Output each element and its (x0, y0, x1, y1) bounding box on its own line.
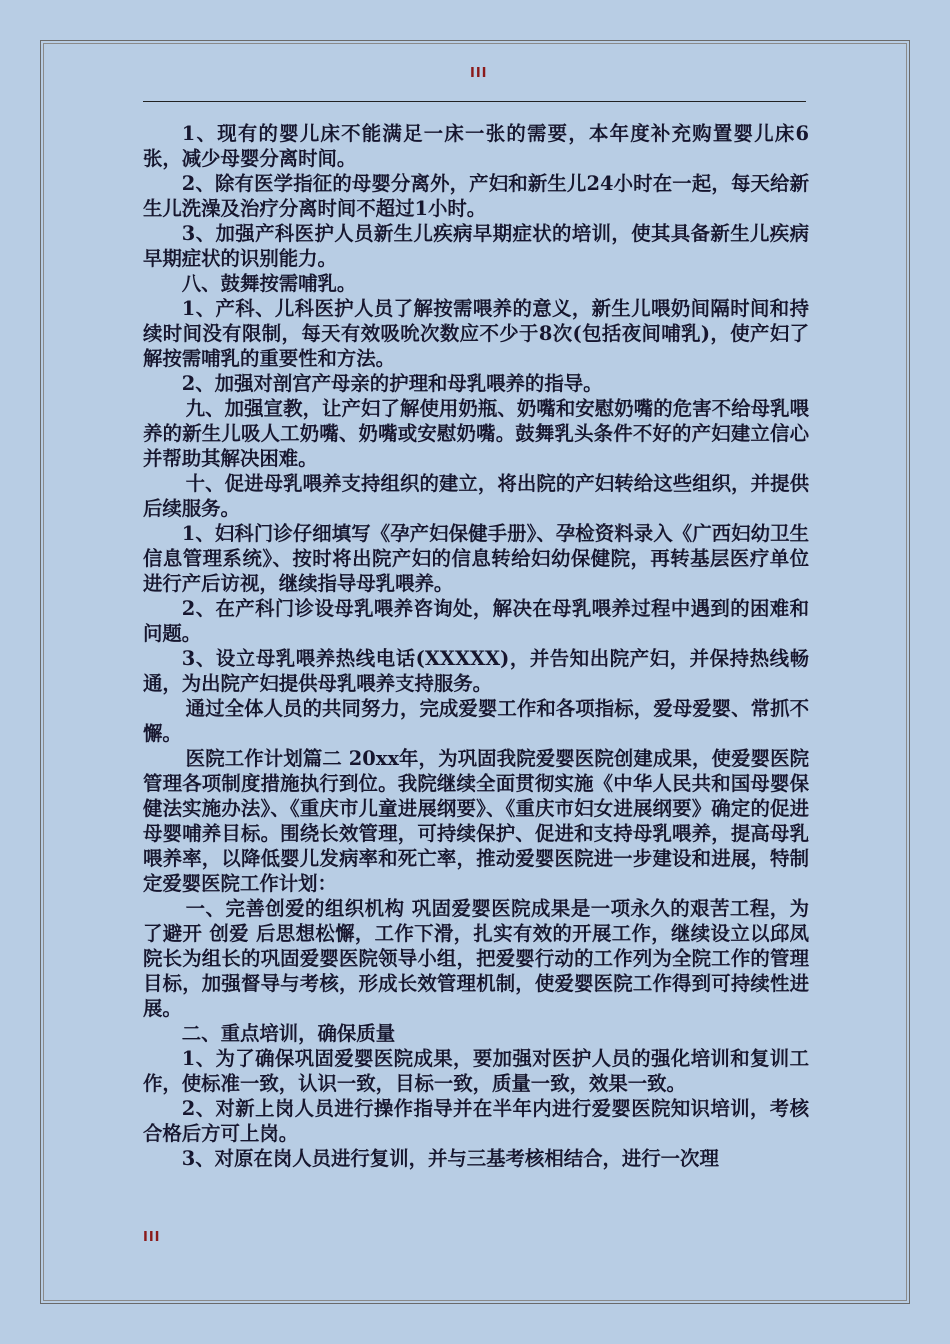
paragraph: 2、除有医学指征的母婴分离外，产妇和新生儿24小时在一起，每天给新生儿洗澡及治疗分离时间不超过1小时。 (143, 172, 809, 220)
paragraph: 1、为了确保巩固爱婴医院成果，要加强对医护人员的强化培训和复训工作，使标准一致，认识一致，目标一致，质量一致，效果一致。 (143, 1047, 809, 1095)
header-divider (143, 101, 806, 102)
document-body (143, 121, 809, 1171)
paragraph: 3、对原在岗人员进行复训，并与三基考核相结合，进行一次理 (181, 1147, 719, 1170)
paragraph: 1、产科、儿科医护人员了解按需喂养的意义，新生儿喂奶间隔时间和持续时间没有限制，每天有效吸吮次数应不少于8次(包括夜间哺乳)，使产妇了解按需哺乳的重要性和方法。 (143, 297, 809, 370)
section-heading: 一、完善创爱的组织机构 巩固爱婴医院成果是一项永久的艰苦工程，为了避开 创爱 后思想松懈，工作下滑，扎实有效的开展工作，继续设立以邱凤院长为组长的巩固爱婴医院领导小组，把爱婴行动的工作列为全院工作的管理目标，加强督导与考核，形成长效管理机制，使爱婴医院工作得到可持续性进展。 (143, 897, 809, 1020)
paragraph: 3、加强产科医护人员新生儿疾病早期症状的培训，使其具备新生儿疾病早期症状的识别能力。 (143, 222, 809, 270)
paragraph: 2、对新上岗人员进行操作指导并在半年内进行爱婴医院知识培训，考核合格后方可上岗。 (143, 1097, 809, 1145)
section-heading: 二、重点培训，确保质量 (181, 1022, 396, 1045)
paragraph: 3、设立母乳喂养热线电话(XXXXX)，并告知出院产妇，并保持热线畅通，为出院产妇提供母乳喂养支持服务。 (143, 647, 809, 695)
header-mark: III (470, 66, 488, 81)
paragraph: 医院工作计划篇二 20xx年，为巩固我院爱婴医院创建成果，使爱婴医院管理各项制度措施执行到位。我院继续全面贯彻实施《中华人民共和国母婴保健法实施办法》、《重庆市儿童进展纲要》、《重庆市妇女进展纲要》确定的促进母婴哺养目标。围绕长效管理，可持续保护、促进和支持母乳喂养，提高母乳喂养率，以降低婴儿发病率和死亡率，推动爱婴医院进一步建设和进展，特制定爱婴医院工作计划： (143, 747, 809, 895)
paragraph: 1、妇科门诊仔细填写《孕产妇保健手册》、孕检资料录入《广西妇幼卫生信息管理系统》、按时将出院产妇的信息转给妇幼保健院，再转基层医疗单位进行产后访视，继续指导母乳喂养。 (143, 522, 809, 595)
paragraph: 2、在产科门诊设母乳喂养咨询处，解决在母乳喂养过程中遇到的困难和问题。 (143, 597, 809, 645)
paragraph: 通过全体人员的共同努力，完成爱婴工作和各项指标，爱母爱婴、常抓不懈。 (143, 697, 809, 745)
section-heading: 九、加强宣教，让产妇了解使用奶瓶、奶嘴和安慰奶嘴的危害不给母乳喂养的新生儿吸人工奶嘴、奶嘴或安慰奶嘴。鼓舞乳头条件不好的产妇建立信心并帮助其解决困难。 (143, 397, 809, 470)
paragraph: 2、加强对剖宫产母亲的护理和母乳喂养的指导。 (181, 372, 603, 395)
section-heading: 十、促进母乳喂养支持组织的建立，将出院的产妇转给这些组织，并提供后续服务。 (143, 472, 809, 520)
footer-mark: III (143, 1230, 161, 1245)
section-heading: 八、鼓舞按需哺乳。 (181, 272, 357, 295)
paragraph: 1、现有的婴儿床不能满足一床一张的需要，本年度补充购置婴儿床6张，减少母婴分离时间。 (143, 122, 809, 170)
